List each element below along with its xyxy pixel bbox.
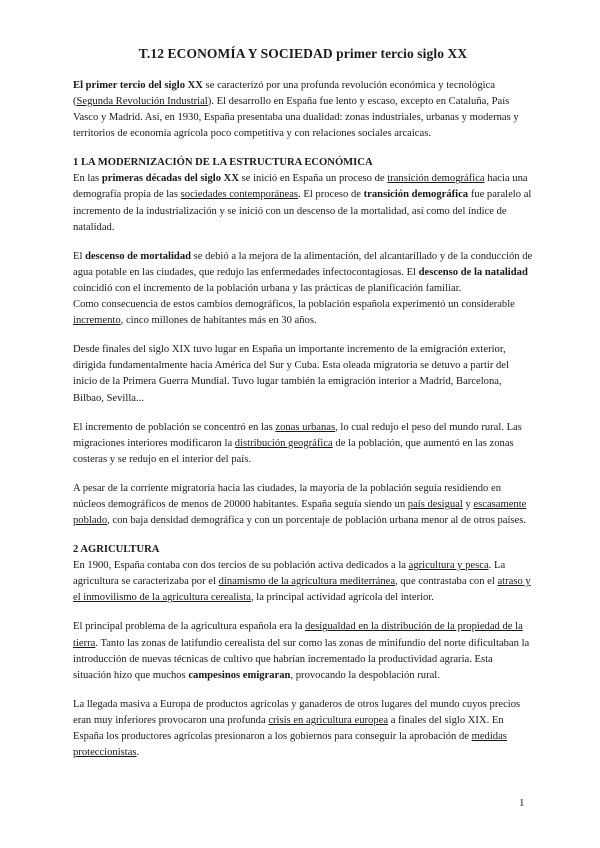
- text-run: de la población, que aumentó en las zonas costeras y se redujo en el interior del país.: [73, 437, 514, 465]
- underlined-term: zonas urbanas: [275, 421, 336, 433]
- text-run: ). El desarrollo en España fue lento y escaso, excepto en Cataluña, País Vasco y Madrid. Así, en 1930, España presentaba una dualidad: zonas industriales, urbanas y modernas y territorios de economía agrícola poco competitiva y con relaciones sociales arcaicas.: [73, 96, 519, 140]
- text-run: En las: [73, 173, 102, 185]
- section-2-paragraph-1: [73, 558, 533, 606]
- text-run: En 1900, España contaba con dos tercios de su población activa dedicados a la: [73, 560, 409, 572]
- bold-text: descenso de la natalidad: [418, 266, 528, 278]
- section-1-paragraph-5: [73, 420, 533, 468]
- intro-paragraph: [73, 78, 533, 142]
- text-run: . La agricultura se caracterizaba por el: [73, 560, 506, 588]
- text-run: Como consecuencia de estos cambios demográficos, la población española experimentó un considerable: [73, 299, 515, 311]
- text-run: .: [136, 747, 140, 759]
- section-1-paragraph-6: [73, 481, 533, 529]
- bold-text: transición demográfica: [363, 189, 469, 201]
- underlined-term: sociedades contemporáneas: [180, 189, 299, 201]
- section-1-paragraph-3: [73, 297, 533, 329]
- text-run: El incremento de población se concentró en las: [73, 421, 276, 433]
- text-run: , con baja densidad demográfica y con un porcentaje de población urbana menor al de otros países.: [107, 515, 527, 527]
- document-title: T.12 ECONOMÍA Y SOCIEDAD primer tercio siglo XX: [138, 46, 468, 61]
- text-run: , la principal actividad agrícola del interior.: [250, 592, 434, 604]
- document-page: [73, 46, 533, 774]
- underlined-term: medidas proteccionistas: [73, 731, 507, 759]
- bold-text: primeras décadas del siglo XX: [101, 173, 239, 185]
- underlined-term: atraso y el inmovilismo de la agricultura cerealista: [73, 576, 531, 604]
- text-run: , que contrastaba con el: [395, 576, 498, 588]
- underlined-term: desigualdad en la distribución de la propiedad de la tierra: [73, 621, 523, 649]
- text-run: y: [462, 498, 474, 510]
- text-run: La llegada masiva a Europa de productos agrícolas y ganaderos de otros lugares del mundo cuyos precios eran muy inferiores provocaron una profunda: [73, 698, 521, 726]
- text-run: El principal problema de la agricultura española era la: [73, 621, 306, 633]
- text-run: . El proceso de: [298, 189, 364, 201]
- text-run: coincidió con el incremento de la población urbana y las prácticas de planificación familiar.: [73, 282, 462, 294]
- text-run: El: [73, 250, 86, 262]
- underlined-term: crisis en agricultura europea: [268, 714, 389, 726]
- text-run: , cinco millones de habitantes más en 30 años.: [120, 315, 317, 327]
- text-run: . Tanto las zonas de latifundio cerealista del sur como las zonas de minifundio del norte dificultaban la introducción de nuevas técnicas de cultivo que habrían incrementado la productividad agraria. Esta situación hizo que muchos: [73, 637, 530, 681]
- section-1-paragraph-1: [73, 171, 533, 235]
- text-run: hacia una demografía propia de las: [73, 173, 528, 201]
- section-1-paragraph-4: [73, 342, 533, 406]
- bold-text: campesinos emigraran: [188, 669, 291, 681]
- text-run: se caracterizó por una profunda revolución económica y tecnológica (: [73, 80, 496, 108]
- underlined-term: agricultura y pesca: [408, 560, 489, 572]
- section-2-paragraph-2: [73, 619, 533, 683]
- page-number: 1: [519, 797, 525, 809]
- section-2-heading: 2 AGRICULTURA: [73, 544, 160, 556]
- underlined-term: transición demográfica: [387, 173, 485, 185]
- text-run: A pesar de la corriente migratoria hacia las ciudades, la mayoría de la población seguía residiendo en núcleos demográficos de menos de 20000 habitantes. España seguía siendo un: [73, 482, 501, 510]
- section-1-heading: 1 LA MODERNIZACIÓN DE LA ESTRUCTURA ECONÓMICA: [73, 157, 373, 169]
- underlined-term: país desigual: [407, 498, 463, 510]
- text-run: se debió a la mejora de la alimentación, del alcantarillado y de la conducción de agua potable en las ciudades, que redujo las enfermedades infectocontagiosas. El: [73, 250, 533, 278]
- text-run: , provocando la despoblación rural.: [290, 669, 440, 681]
- text-run: Desde finales del siglo XIX tuvo lugar en España un importante incremento de la emigración exterior, dirigida fundamentalmente hacia América del Sur y Cuba. Esta oleada migratoria se detuvo a partir del inicio de la Primera Guerra Mundial. Tuvo lugar también la emigración interior a Madrid, Barcelona, Bilbao, Sevilla...: [73, 344, 509, 404]
- text-run: a finales del siglo XIX. En España los productores agrícolas presionaron a los gobiernos para conseguir la aprobación de: [73, 714, 504, 742]
- underlined-term: distribución geográfica: [234, 437, 333, 449]
- underlined-term: dinamismo de la agricultura mediterránea: [218, 576, 396, 588]
- underlined-term: Segunda Revolución Industrial: [76, 96, 208, 108]
- section-1-paragraph-2: [73, 249, 533, 297]
- text-run: , lo cual redujo el peso del mundo rural. Las migraciones interiores modificaron la: [73, 421, 522, 449]
- text-run: fue paralelo al incremento de la industrialización y se inició con un descenso de la mortalidad, así como del índice de natalidad.: [73, 189, 532, 233]
- underlined-term: incremento: [73, 315, 121, 327]
- underlined-term: escasamente poblado: [73, 498, 527, 527]
- bold-text: descenso de mortalidad: [85, 250, 192, 262]
- section-2-paragraph-3: [73, 697, 533, 761]
- bold-text: El primer tercio del siglo XX: [73, 80, 203, 91]
- text-run: se inició en España un proceso de: [238, 173, 388, 185]
